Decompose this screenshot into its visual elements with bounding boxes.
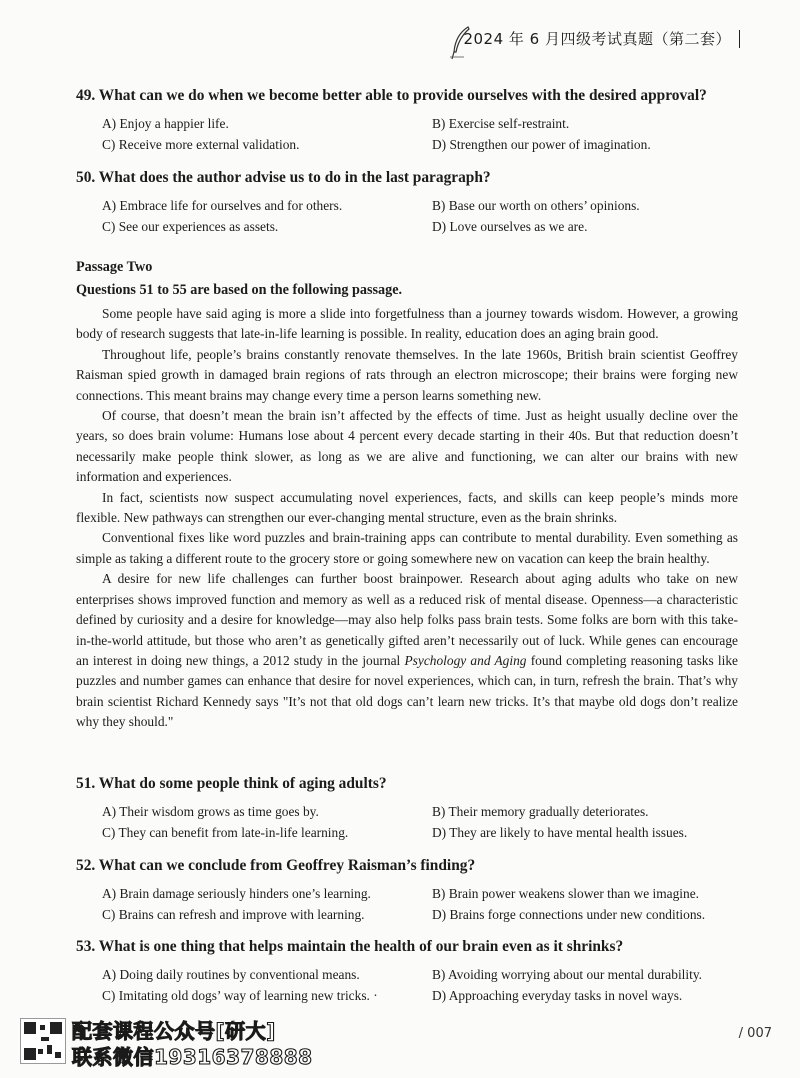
question-49 [76,86,738,154]
paragraph-2: Throughout life, people’s brains constantly renovate themselves. In the late 1960s, British brain scientist Geoffrey Raisman spied growth in damaged brain regions of rats through an electron microscope; their brains were forging new connections. This meant brains may change every time a person learns something new. [76,346,738,403]
question-stem: 49. What can we do when we become better able to provide ourselves with the desired approval? [76,87,707,104]
options [102,114,738,154]
header-divider [739,30,740,48]
option-c[interactable]: C) Imitating old dogs’ way of learning new tricks. · [102,988,378,1003]
options [102,196,738,236]
question-52 [76,856,738,924]
option-c[interactable]: C) See our experiences as assets. [102,219,279,234]
option-a[interactable]: A) Their wisdom grows as time goes by. [102,804,319,819]
passage-instruction: Questions 51 to 55 are based on the following passage. [76,282,403,298]
option-d[interactable]: D) Approaching everyday tasks in novel ways. [432,988,683,1003]
question-stem: 53. What is one thing that helps maintain the health of our brain even as it shrinks? [76,938,624,955]
question-51 [76,774,738,842]
options [102,802,738,842]
question-53 [76,937,738,1005]
option-c[interactable]: C) Brains can refresh and improve with learning. [102,907,365,922]
page-header [463,28,740,49]
question-stem: 52. What can we conclude from Geoffrey Raisman’s finding? [76,857,476,874]
paragraph-6-text-a: A desire for new life challenges can further boost brainpower. Research about aging adults who take on new enterprises shows improved function and memory as well as a reduced risk of mental disease. Openness—a characteristic defined by curiosity and a desire for knowledge—may also help folks pass brain tests. Some folks are born with this take-in-the-world attitude, but those who aren’t as genetically gifted aren’t necessarily out of luck. While genes can encourage an interest in doing new things, a 2012 study in the journal [76,571,738,668]
option-d[interactable]: D) Strengthen our power of imagination. [432,137,651,152]
promo-line-1: 配套课程公众号[研大] [72,1019,276,1043]
options [102,965,738,1005]
option-b[interactable]: B) Exercise self-restraint. [432,116,570,131]
paragraph-4: In fact, scientists now suspect accumulating novel experiences, facts, and skills can keep people’s minds more flexible. New pathways can strengthen our ever-changing mental structure, even as the brain shrinks. [76,489,738,526]
paragraph-3: Of course, that doesn’t mean the brain isn’t affected by the effects of time. Just as height usually decline over the years, so does brain volume: Humans lose about 4 percent every decade starting in their 40s. But that reduction doesn’t necessarily make people think slower, as long as we are alive and functioning, we can alter our brains with new information and experiences. [76,408,738,485]
promo-line-2: 联系微信19316378888 [72,1045,313,1069]
option-b[interactable]: B) Base our worth on others’ opinions. [432,198,640,213]
promo-banner [20,1018,313,1070]
paragraph-1: Some people have said aging is more a slide into forgetfulness than a journey towards wisdom. However, a growing body of research suggests that late-in-life learning is possible. In reality, education does an aging brain good. [76,306,738,342]
option-d[interactable]: D) Brains forge connections under new conditions. [432,907,706,922]
question-stem: 51. What do some people think of aging adults? [76,775,387,792]
option-c[interactable]: C) They can benefit from late-in-life learning. [102,825,349,840]
qr-code-icon[interactable] [20,1018,66,1064]
option-b[interactable]: B) Their memory gradually deteriorates. [432,804,649,819]
option-a[interactable]: A) Embrace life for ourselves and for others. [102,198,343,213]
page-number: / 007 [738,1026,772,1041]
question-stem: 50. What does the author advise us to do in the last paragraph? [76,169,491,186]
options [102,884,738,924]
passage-body [76,304,738,733]
passage-label: Passage Two [76,259,153,275]
option-a[interactable]: A) Brain damage seriously hinders one’s learning. [102,886,371,901]
option-d[interactable]: D) Love ourselves as we are. [432,219,588,234]
paragraph-6-text-b: found completing reasoning tasks like puzzles and number games can enhance that desire for novel experiences, which can, in turn, refresh the brain. That’s why brain scientist Richard Kennedy says "It’s not that old dogs can’t learn new tricks. It’s that maybe old dogs don’t realize why they should." [76,652,738,730]
question-50 [76,168,738,236]
quill-icon [450,26,472,60]
option-c[interactable]: C) Receive more external validation. [102,137,300,152]
option-b[interactable]: B) Avoiding worrying about our mental durability. [432,967,703,982]
exam-title: 2024 年 6 月四级考试真题（第二套） [463,30,731,48]
paragraph-5: Conventional fixes like word puzzles and brain-training apps can contribute to mental durability. Even something as simple as taking a different route to the grocery store or going somewhere new on vacation can keep the brain healthy. [76,530,738,566]
paragraph-6 [76,569,738,732]
option-a[interactable]: A) Enjoy a happier life. [102,116,229,131]
option-b[interactable]: B) Brain power weakens slower than we imagine. [432,886,699,901]
option-d[interactable]: D) They are likely to have mental health issues. [432,825,688,840]
journal-title: Psychology and Aging [404,652,527,668]
option-a[interactable]: A) Doing daily routines by conventional means. [102,967,360,982]
